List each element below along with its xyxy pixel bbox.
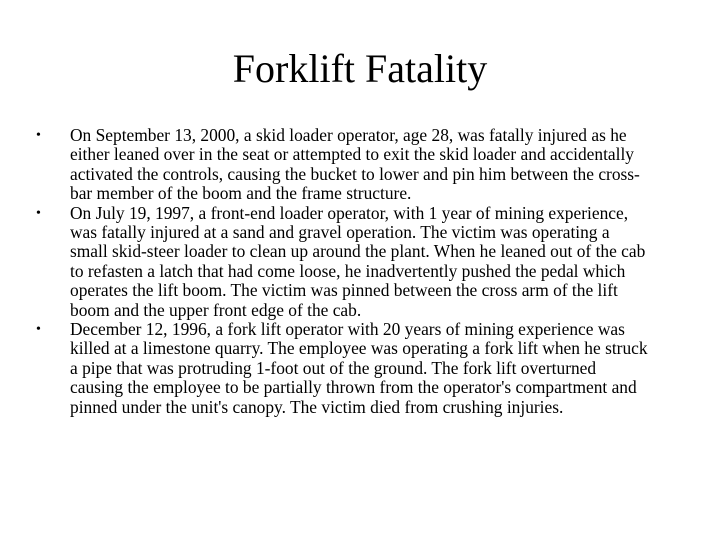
bullet-icon: • xyxy=(36,128,41,143)
slide-title: Forklift Fatality xyxy=(232,46,488,91)
bullet-item-2 xyxy=(36,204,648,320)
bullet-text-2: On July 19, 1997, a front-end loader operator, with 1 year of mining experience, was fatally injured at a sand and gravel operation. The victim was operating a small skid-steer loader to clean up around the plant. When he leaned out of the cab to refasten a latch that had come loose, he inadvertently pushed the pedal which operates the lift boom. The victim was pinned between the cross arm of the lift boom and the upper front edge of the cab. xyxy=(70,202,646,320)
bullet-text-3: December 12, 1996, a fork lift operator with 20 years of mining experience was killed at a limestone quarry. The employee was operating a fork lift when he struck a pipe that was protruding 1-foot out of the ground. The fork lift overturned causing the employee to be partially thrown from the operator's compartment and pinned under the unit's canopy. The victim died from crushing injuries. xyxy=(70,319,648,417)
bullet-icon: • xyxy=(36,205,41,221)
bullet-item-1 xyxy=(36,126,648,204)
bullet-list xyxy=(36,126,648,417)
bullet-icon: • xyxy=(36,322,41,338)
bullet-text-1: On September 13, 2000, a skid loader operator, age 28, was fatally injured as he either leaned over in the seat or attempted to exit the skid loader and accidentally activated the controls, causing the bucket to lower and pin him between the cross-bar member of the boom and the frame structure. xyxy=(70,125,640,204)
bullet-item-3 xyxy=(36,320,648,417)
